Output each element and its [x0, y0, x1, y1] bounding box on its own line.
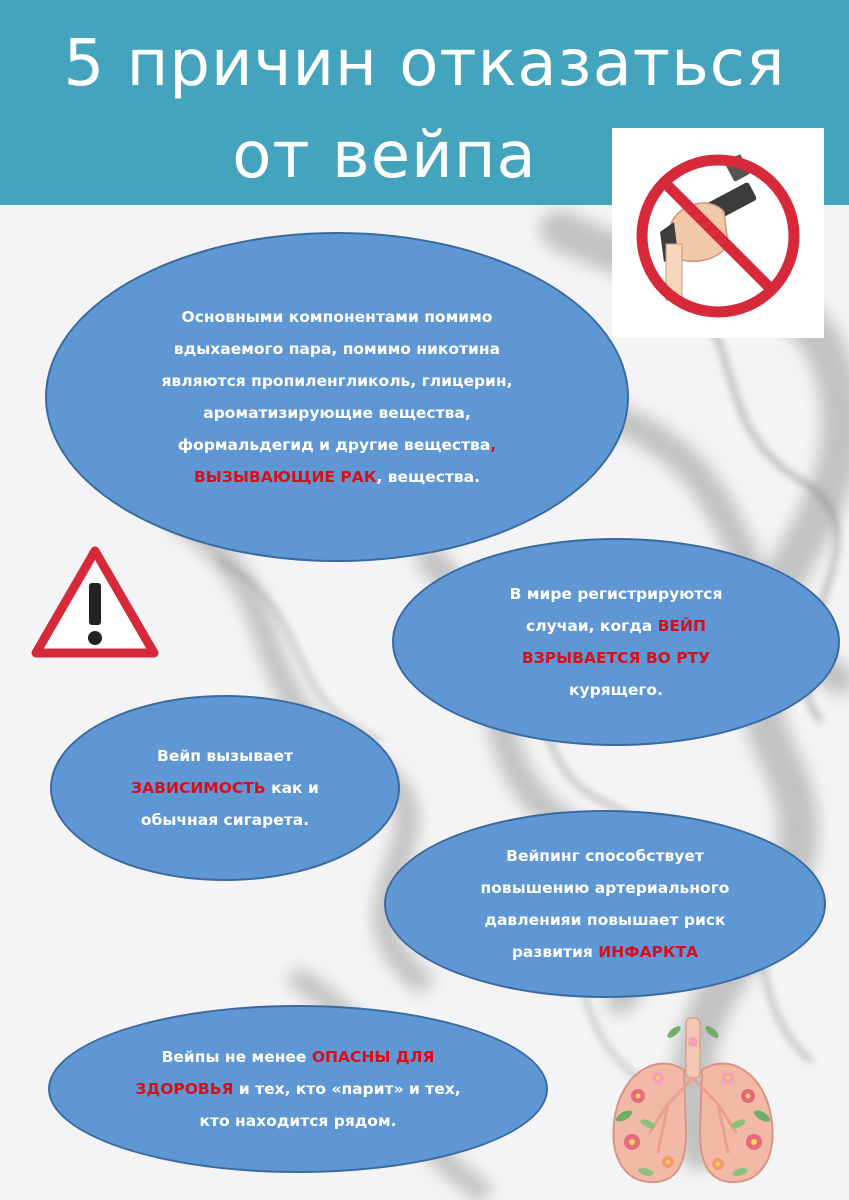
flower-lungs-icon: [598, 1012, 788, 1192]
reason-text-5: Вейпы не менее ОПАСНЫ ДЛЯ ЗДОРОВЬЯ и тех, кто «парит» и тех, кто находится рядом.: [135, 1048, 461, 1130]
reason-card-2: [392, 538, 840, 746]
reason-card-5: [48, 1005, 548, 1173]
reason-card-3: [50, 695, 400, 881]
title-line-2: от вейпа: [232, 119, 537, 193]
reason-card-1: [45, 232, 629, 562]
reason-card-4: [384, 810, 826, 998]
warning-icon: [30, 545, 160, 660]
title-line-1: 5 причин отказаться: [63, 27, 786, 101]
highlight-explosion: ВЕЙП ВЗРЫВАЕТСЯ ВО РТУ: [521, 617, 711, 667]
highlight-danger: ОПАСНЫ ДЛЯ ЗДОРОВЬЯ: [135, 1048, 435, 1098]
reason-text-4: Вейпинг способствует повышению артериального давленияи повышает риск развития ИНФАРКТА: [480, 847, 730, 961]
no-vape-icon: [612, 128, 824, 338]
reason-text-1: Основными компонентами помимо вдыхаемого пара, помимо никотина являются пропиленгликоль, глицерин, ароматизирующие вещества, формальдегид и другие вещества, ВЫЗЫВАЮЩИЕ РАК, вещества.: [161, 308, 513, 486]
highlight-cancer: , ВЫЗЫВАЮЩИЕ РАК: [193, 436, 497, 486]
reason-text-3: Вейп вызывает ЗАВИСИМОСТЬ как и обычная сигарета.: [131, 747, 319, 829]
no-vape-panel: [612, 128, 824, 338]
reason-text-2: В мире регистрируются случаи, когда ВЕЙП ВЗРЫВАЕТСЯ ВО РТУ курящего.: [509, 585, 723, 699]
highlight-addiction: ЗАВИСИМОСТЬ: [131, 779, 266, 797]
highlight-infarct: ИНФАРКТА: [598, 943, 699, 961]
